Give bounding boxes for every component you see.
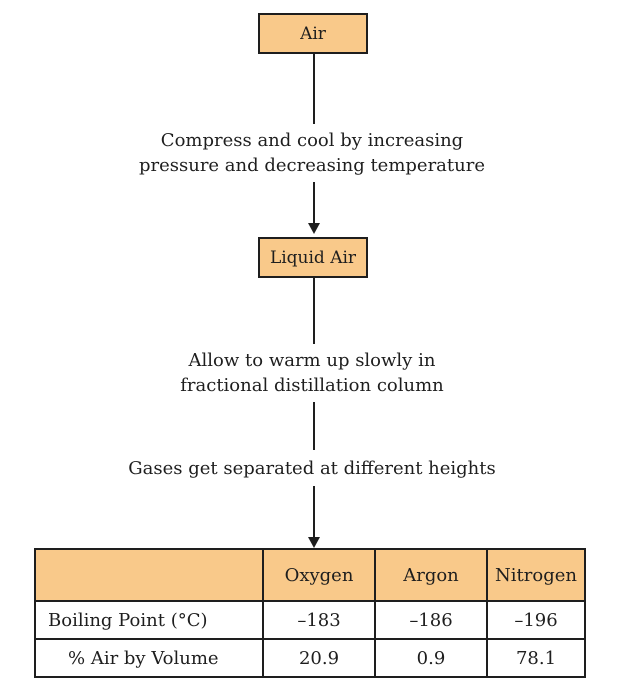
table-cell: –196 bbox=[487, 601, 585, 639]
compress-step-text bbox=[0, 128, 624, 178]
liquid-air-node bbox=[258, 237, 368, 278]
connector-line bbox=[313, 54, 315, 124]
warm-step-line-2: fractional distillation column bbox=[180, 375, 444, 396]
warm-step-text bbox=[0, 348, 624, 398]
separate-step-line: Gases get separated at different heights bbox=[128, 458, 496, 479]
table-header-cell: Oxygen bbox=[263, 549, 375, 601]
gas-properties-table bbox=[34, 548, 586, 678]
air-node bbox=[258, 13, 368, 54]
table-row bbox=[35, 639, 585, 677]
table-cell: 0.9 bbox=[375, 639, 487, 677]
arrow-down-icon bbox=[308, 537, 320, 548]
table-cell: –186 bbox=[375, 601, 487, 639]
table-row bbox=[35, 601, 585, 639]
table-header-cell: Nitrogen bbox=[487, 549, 585, 601]
table-header-cell: Argon bbox=[375, 549, 487, 601]
warm-step-line-1: Allow to warm up slowly in bbox=[188, 350, 436, 371]
compress-step-line-1: Compress and cool by increasing bbox=[160, 130, 464, 151]
row-label: % Air by Volume bbox=[35, 639, 263, 677]
connector-line bbox=[313, 278, 315, 344]
arrow-down-icon bbox=[308, 223, 320, 234]
air-label: Air bbox=[300, 23, 326, 44]
table-header-row bbox=[35, 549, 585, 601]
separate-step-text bbox=[0, 456, 624, 481]
connector-line bbox=[313, 182, 315, 224]
table-cell: 78.1 bbox=[487, 639, 585, 677]
table-cell: 20.9 bbox=[263, 639, 375, 677]
liquid-air-label: Liquid Air bbox=[269, 247, 357, 268]
connector-line bbox=[313, 402, 315, 450]
connector-line bbox=[313, 486, 315, 538]
compress-step-line-2: pressure and decreasing temperature bbox=[138, 155, 486, 176]
table-header-cell bbox=[35, 549, 263, 601]
row-label: Boiling Point (°C) bbox=[35, 601, 263, 639]
table-cell: –183 bbox=[263, 601, 375, 639]
